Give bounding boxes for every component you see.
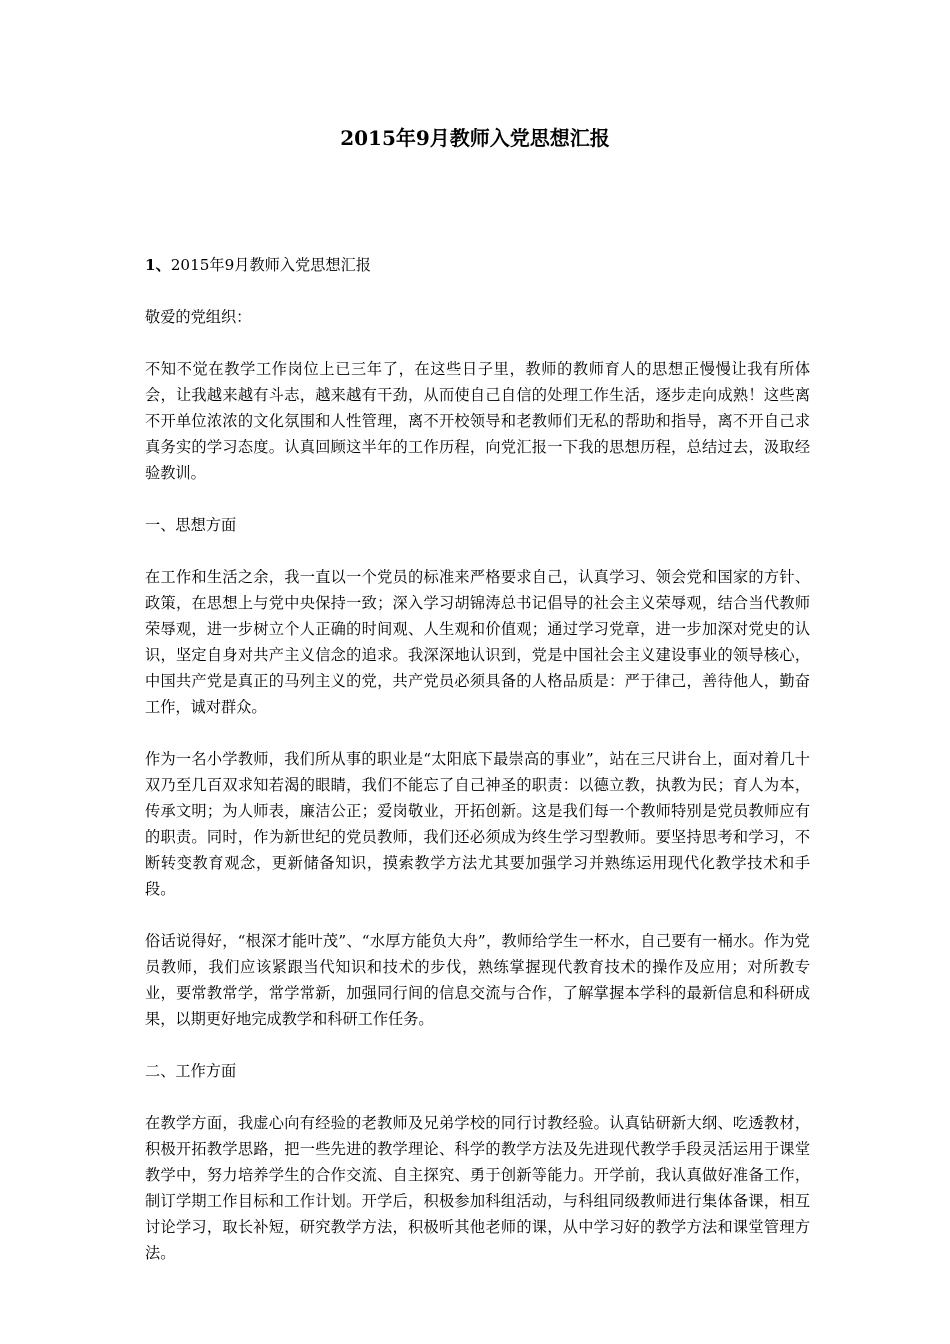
document-title: 2015年9月教师入党思想汇报 xyxy=(340,126,610,150)
document-body xyxy=(145,252,810,1292)
paragraph-thought-1: 在工作和生活之余，我一直以一个党员的标准来严格要求自己，认真学习、领会党和国家的方针、政策，在思想上与党中央保持一致；深入学习胡锦涛总书记倡导的社会主义荣辱观，结合当代教师荣辱观，进一步树立个人正确的时间观、人生观和价值观；通过学习党章，进一步加深对党史的认识，坚定自身对共产主义信念的追求。我深深地认识到，党是中国社会主义建设事业的领导核心，中国共产党是真正的马列主义的党，共产党员必须具备的人格品质是：严于律己，善待他人，勤奋工作，诚对群众。 xyxy=(145,568,810,716)
salutation: 敬爱的党组织： xyxy=(145,308,252,326)
paragraph-thought-3: 俗话说得好，“根深才能叶茂”、“水厚方能负大舟”，教师给学生一杯水，自己要有一桶水。作为党员教师，我们应该紧跟当代知识和技术的步伐，熟练掌握现代教育技术的操作及应用；对所教专业，要常教常学，常学常新，加强同行间的信息交流与合作，了解掌握本学科的最新信息和科研成果，以期更好地完成教学和科研工作任务。 xyxy=(145,932,810,1028)
section-title: 2015年9月教师入党思想汇报 xyxy=(170,256,371,274)
paragraph-work-1: 在教学方面，我虚心向有经验的老教师及兄弟学校的同行讨教经验。认真钻研新大纲、吃透教材，积极开拓教学思路，把一些先进的教学理论、科学的教学方法及先进现代教学手段灵活运用于课堂教学中，努力培养学生的合作交流、自主探究、勇于创新等能力。开学前，我认真做好准备工作，制订学期工作目标和工作计划。开学后，积极参加科组活动，与科组同级教师进行集体备课，相互讨论学习，取长补短，研究教学方法，积极听其他老师的课，从中学习好的教学方法和课堂管理方法。 xyxy=(145,1114,810,1262)
paragraph-intro: 不知不觉在教学工作岗位上已三年了，在这些日子里，教师的教师育人的思想正慢慢让我有所体会，让我越来越有斗志，越来越有干劲，从而使自己自信的处理工作生活，逐步走向成熟！这些离不开单位浓浓的文化氛围和人性管理，离不开校领导和老教师们无私的帮助和指导，离不开自己求真务实的学习态度。认真回顾这半年的工作历程，向党汇报一下我的思想历程，总结过去，汲取经验教训。 xyxy=(145,360,810,482)
heading-thought: 一、思想方面 xyxy=(145,516,237,534)
paragraph-thought-2: 作为一名小学教师，我们所从事的职业是“太阳底下最崇高的事业”，站在三尺讲台上，面对着几十双乃至几百双求知若渴的眼睛，我们不能忘了自己神圣的职责：以德立教，执教为民；育人为本，传承文明；为人师表，廉洁公正；爱岗敬业，开拓创新。这是我们每一个教师特别是党员教师应有的职责。同时，作为新世纪的党员教师，我们还必须成为终生学习型教师。要坚持思考和学习，不断转变教育观念，更新储备知识，摸索教学方法尤其要加强学习并熟练运用现代化教学技术和手段。 xyxy=(145,750,810,898)
section-number: 1、 xyxy=(145,256,171,274)
heading-work: 二、工作方面 xyxy=(145,1062,237,1080)
section-heading xyxy=(145,252,810,278)
